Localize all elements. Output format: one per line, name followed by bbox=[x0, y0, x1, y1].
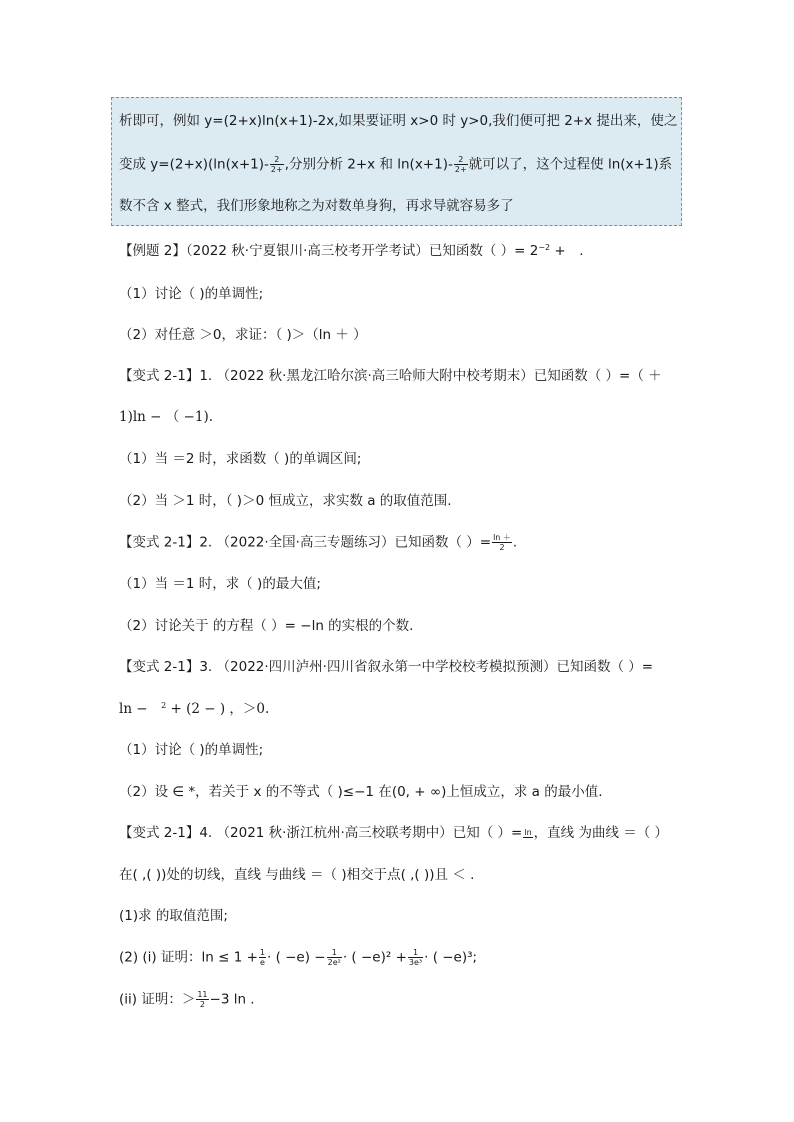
variant-3-question-2: （2）设 ∈ *，若关于 x 的不等式（ )≤−1 在(0, + ∞)上恒成立，求 a 的最小值. bbox=[119, 784, 603, 800]
q3-part-b: −3 ln . bbox=[209, 991, 255, 1008]
variant-4-question-1: (1)求 的取值范围; bbox=[119, 908, 228, 924]
fraction-2-denominator: 2+ bbox=[454, 165, 467, 174]
variant-2-title bbox=[119, 533, 517, 552]
q3-part-a: (ii) 证明：＞ bbox=[119, 991, 196, 1008]
example-2-title bbox=[119, 242, 584, 260]
note-line-2-part-b: ,分别分析 2+x 和 ln(x+1)- bbox=[284, 156, 453, 173]
variant-1-question-2: （2）当 ＞1 时，（ )＞0 恒成立，求实数 a 的取值范围. bbox=[119, 493, 452, 509]
note-line-3: 数不含 x 整式，我们形象地称之为对数单身狗，再求导就容易多了 bbox=[119, 198, 514, 214]
q2-fraction-2 bbox=[327, 948, 342, 967]
fraction-1-numerator: 2 bbox=[270, 155, 284, 165]
variant-2-question-1: （1）当 ＝1 时，求（ )的最大值; bbox=[119, 576, 321, 592]
note-line-1: 析即可，例如 y=(2+x)ln(x+1)-2x,如果要证明 x>0 时 y>0,我们便可把 2+x 提出来，使之 bbox=[119, 113, 678, 129]
variant-2-title-text: 【变式 2-1】2. （2022·全国·高三专题练习）已知函数（ ）= bbox=[119, 534, 492, 551]
variant-2-fraction-denominator: 2 bbox=[499, 543, 505, 552]
variant-4-fraction-numerator: ln bbox=[524, 828, 532, 837]
fraction-1 bbox=[270, 155, 284, 174]
variant-3-question-1: （1）讨论（ )的单调性; bbox=[119, 742, 264, 758]
example-2-exponent: −2 bbox=[538, 243, 551, 252]
q3-fraction-num: 11 bbox=[197, 990, 208, 999]
q2-fraction-1-num: 1 bbox=[259, 948, 265, 957]
variant-2-question-2: （2）讨论关于 的方程（ ）= −ln 的实根的个数. bbox=[119, 618, 414, 634]
variant-4-title-a: 【变式 2-1】4. （2021 秋·浙江杭州·高三校联考期中）已知（ ）= bbox=[119, 825, 523, 841]
q2-part-a: (2) (i) 证明：ln ≤ 1 + bbox=[119, 949, 258, 966]
fraction-1-denominator: 2+ bbox=[270, 165, 283, 174]
variant-4-question-3 bbox=[119, 990, 255, 1009]
note-line-2-part-a: 变成 y=(2+x)(ln(x+1)- bbox=[119, 156, 269, 173]
example-2-question-1: （1）讨论（ )的单调性; bbox=[119, 286, 264, 302]
q2-fraction-2-num: 1 bbox=[327, 948, 342, 958]
example-2-title-text: 【例题 2】（2022 秋·宁夏银川·高三校考开学考试）已知函数（ ）= 2 bbox=[119, 243, 539, 259]
q2-fraction-3-den: 3e³ bbox=[408, 958, 423, 967]
variant-3-continuation bbox=[119, 700, 269, 718]
variant-1-continuation: 1)ln − （ −1). bbox=[119, 409, 214, 425]
variant-3-title: 【变式 2-1】3. （2022·四川泸州·四川省叙永第一中学校校考模拟预测）已知函数（ ）= bbox=[119, 659, 654, 675]
variant-2-fraction-numerator: ln ＋ bbox=[493, 533, 511, 542]
example-2-title-tail: + . bbox=[550, 243, 584, 259]
variant-3-continuation-a: ln − bbox=[119, 701, 148, 717]
q2-fraction-3-num: 1 bbox=[408, 948, 423, 958]
q2-part-c: · ( −e)² + bbox=[342, 949, 407, 966]
q2-part-d: · ( −e)³; bbox=[424, 949, 478, 966]
fraction-2 bbox=[454, 155, 468, 174]
variant-4-continuation: 在( ,( ))处的切线，直线 与曲线 ＝（ )相交于点( ,( ))且 ＜ . bbox=[119, 867, 475, 883]
q3-fraction-den: 2 bbox=[199, 1000, 205, 1009]
variant-3-continuation-b: + (2 − ) ，＞0. bbox=[170, 701, 270, 717]
q2-fraction-1 bbox=[259, 948, 266, 967]
variant-3-exponent: 2 bbox=[161, 701, 167, 710]
q2-part-b: · ( −e) − bbox=[266, 949, 326, 966]
variant-2-fraction bbox=[492, 533, 512, 552]
q2-fraction-2-den: 2e² bbox=[327, 958, 341, 967]
variant-1-question-1: （1）当 ＝2 时，求函数（ )的单调区间; bbox=[119, 451, 362, 467]
variant-4-question-2 bbox=[119, 948, 477, 967]
q3-fraction bbox=[196, 990, 208, 1009]
note-line-2 bbox=[119, 155, 672, 174]
variant-4-title bbox=[119, 824, 668, 842]
variant-4-fraction bbox=[523, 828, 532, 838]
variant-1-title: 【变式 2-1】1. （2022 秋·黑龙江哈尔滨·高三哈师大附中校考期末）已知函数（ ）=（ ＋ bbox=[119, 368, 662, 384]
variant-4-title-b: ，直线 为曲线 ＝（ ） bbox=[533, 825, 669, 841]
q2-fraction-1-den: e bbox=[259, 958, 265, 967]
fraction-2-numerator: 2 bbox=[454, 155, 468, 165]
note-line-2-part-c: 就可以了，这个过程使 ln(x+1)系 bbox=[468, 156, 673, 173]
q2-fraction-3 bbox=[408, 948, 423, 967]
example-2-question-2: （2）对任意 ＞0，求证：（ )＞（ln ＋ ） bbox=[119, 327, 367, 343]
variant-2-title-tail: . bbox=[512, 534, 518, 551]
